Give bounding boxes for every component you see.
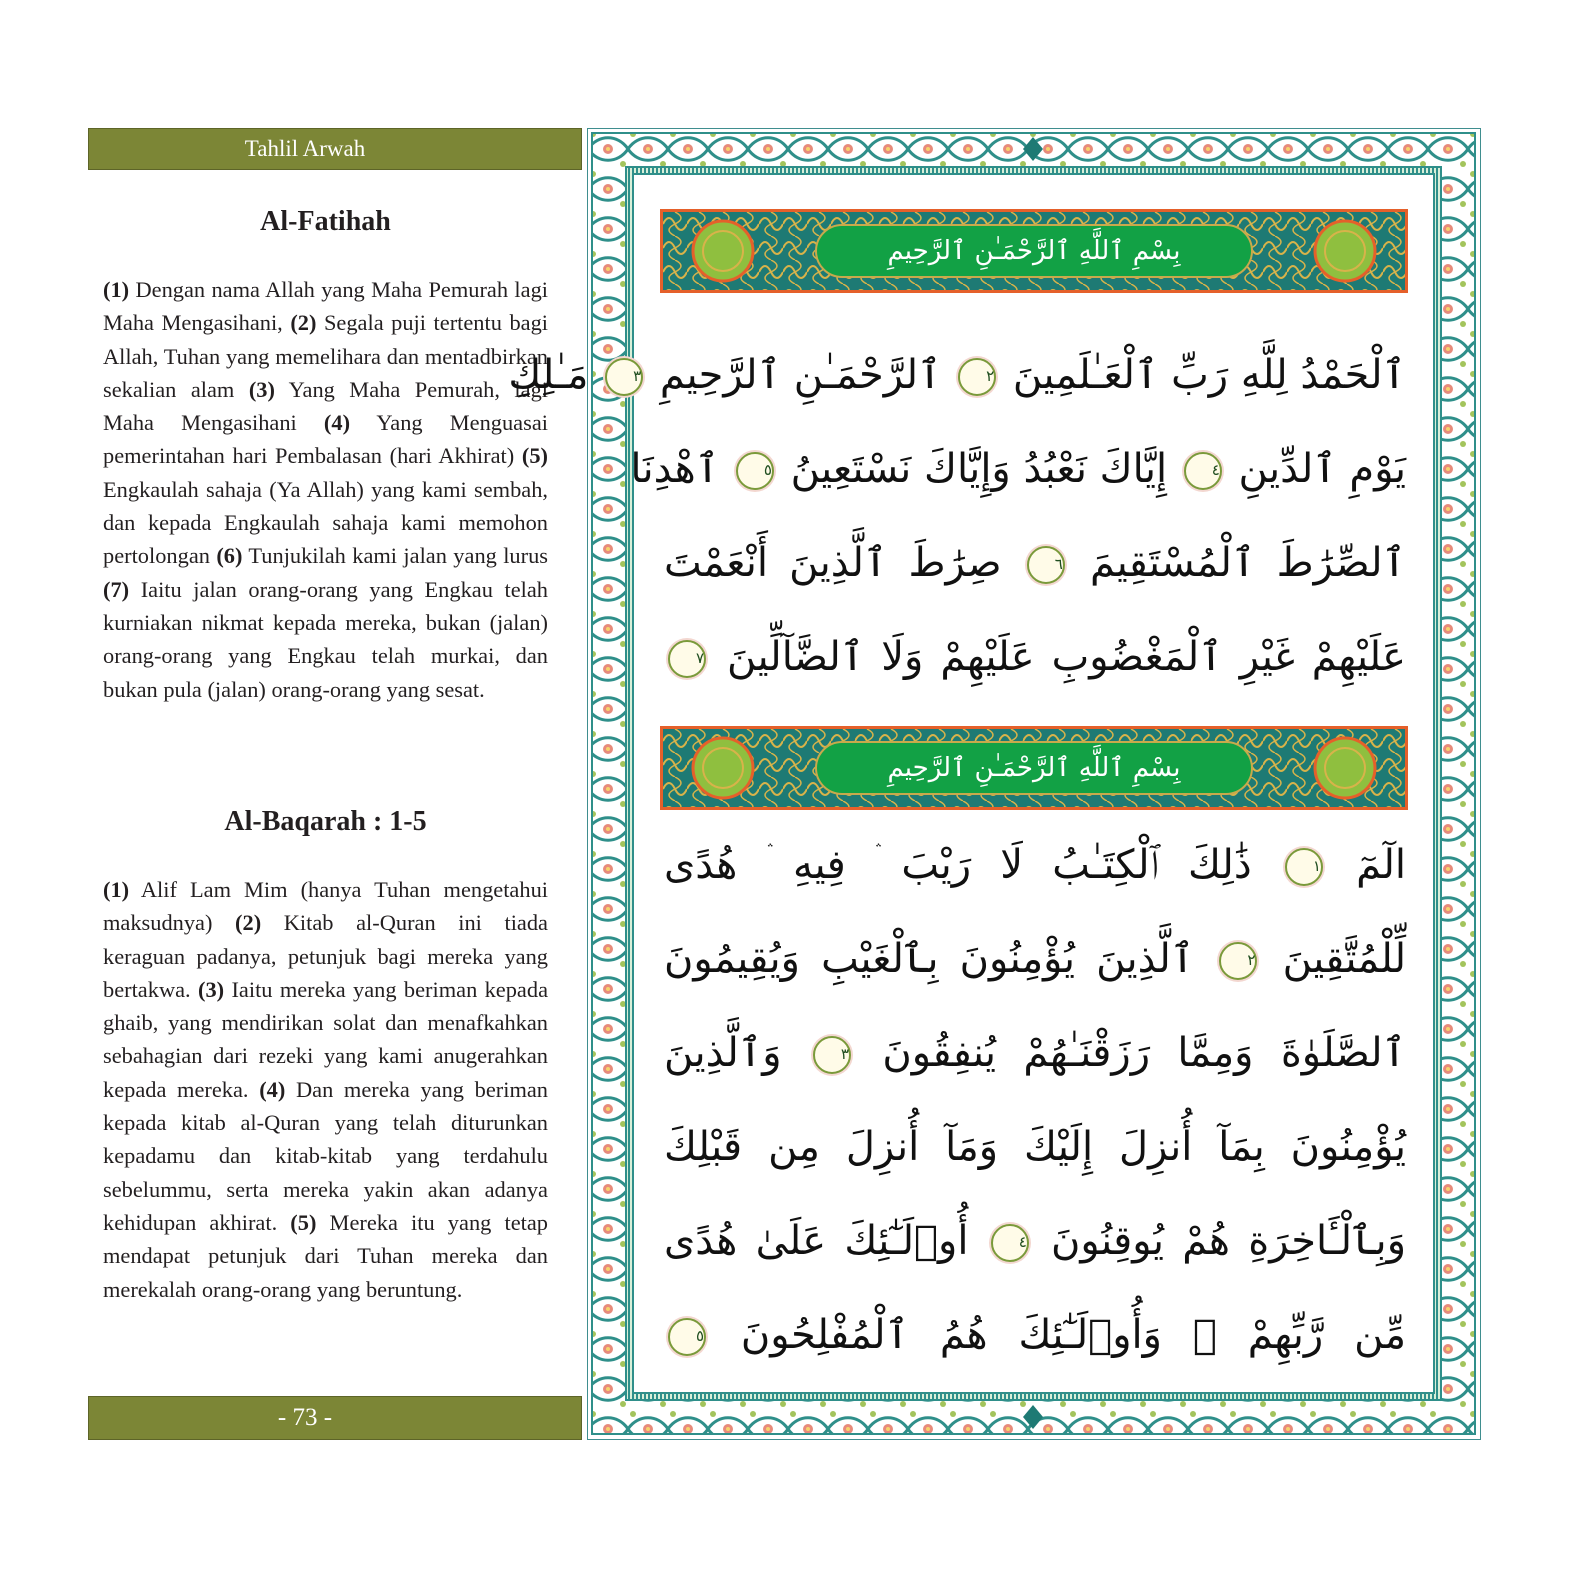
arabic-text: ٱلَّذِينَ يُؤْمِنُونَ بِٱلْغَيْبِ وَيُقِيمُونَ <box>664 936 1195 982</box>
ayah-number-icon: ٢ <box>1219 942 1257 980</box>
ayah-number-icon: ٣ <box>605 358 643 396</box>
verse-number: (7) <box>103 576 130 602</box>
arabic-text: وَٱلَّذِينَ <box>664 1030 782 1076</box>
arabic-text: ٱلصَّلَوٰةَ وَمِمَّا رَزَقْنَـٰهُمْ يُنفِقُونَ <box>882 1030 1407 1076</box>
arabic-text: ٱلْحَمْدُ لِلَّهِ رَبِّ ٱلْعَـٰلَمِينَ <box>1012 352 1406 398</box>
verse-number: (3) <box>248 376 275 402</box>
arabic-text: عَلَيْهِمْ غَيْرِ ٱلْمَغْضُوبِ عَلَيْهِمْ وَلَا ٱلضَّآلِّينَ <box>727 634 1406 680</box>
surah-banner-fatihah <box>660 209 1408 293</box>
arabic-text: صِرَٰطَ ٱلَّذِينَ أَنْعَمْتَ <box>664 540 1002 586</box>
verse-translation: Yang Maha Pemurah, lagi Maha Mengasihani <box>103 376 548 436</box>
arabic-line <box>664 1017 1406 1089</box>
verse-number: (6) <box>216 543 243 569</box>
arabic-text: يُؤْمِنُونَ بِمَآ أُنزِلَ إِلَيْكَ وَمَآ أُنزِلَ مِن قَبْلِكَ <box>664 1124 1406 1170</box>
ayah-number-icon: ٥ <box>736 452 774 490</box>
arabic-line <box>664 1299 1406 1371</box>
verse-number: (2) <box>290 310 317 336</box>
verse-number: (1) <box>103 877 130 902</box>
arabic-text: ذَٰلِكَ ٱلْكِتَـٰبُ لَا رَيْبَ ۛ فِيهِ ۛ هُدًى <box>664 842 1252 888</box>
quran-page <box>508 128 1481 1440</box>
baqarah-title: Al-Baqarah : 1-5 <box>224 806 427 837</box>
ayah-number-icon: ٦ <box>1027 546 1065 584</box>
verse-translation: Alif Lam Mim (hanya Tuhan mengetahui maksudnya) <box>103 877 548 936</box>
basmalah: بِسْمِ ٱللَّهِ ٱلرَّحْمَـٰنِ ٱلرَّحِيمِ <box>815 224 1253 278</box>
arabic-text: لِّلْمُتَّقِينَ <box>1282 936 1407 982</box>
arabic-text: ٱلصِّرَٰطَ ٱلْمُسْتَقِيمَ <box>1089 540 1406 586</box>
book-title-header: Tahlil Arwah <box>88 128 582 170</box>
ayah-number-icon: ٧ <box>668 640 706 678</box>
arabic-text: وَبِٱلْـَٔاخِرَةِ هُمْ يُوقِنُونَ <box>1051 1218 1407 1264</box>
surah-banner-baqarah <box>660 726 1408 810</box>
arabic-line <box>664 621 1406 693</box>
verse-translation: Dan mereka yang beriman kepada kitab al-Quran yang telah diturunkan kepadamu dan kitab-kitab yang terdahulu sebelummu, serta mereka yakin akan adanya kehidupan akhirat. <box>103 1076 549 1235</box>
verse-translation: Segala puji tertentu bagi Allah, Tuhan yang memelihara dan mentadbirkan sekalian alam <box>103 310 549 402</box>
arabic-line <box>664 1205 1406 1277</box>
verse-number: (2) <box>235 910 262 936</box>
page-number: - 73 - <box>88 1396 582 1440</box>
verse-number: (4) <box>323 410 351 436</box>
arabic-text: الٓمٓ <box>1356 842 1407 888</box>
arabic-line <box>664 1111 1406 1183</box>
ayah-number-icon: ٣ <box>813 1036 851 1074</box>
ayah-number-icon: ٤ <box>1184 452 1222 490</box>
verse-number: (4) <box>259 1076 286 1102</box>
arabic-text: أُو۟لَـٰٓئِكَ عَلَىٰ هُدًى <box>664 1218 969 1264</box>
verse-translation: Engkaulah sahaja (Ya Allah) yang kami sembah, dan kepada Engkaulah sahaja kami memohon pertolongan <box>103 476 548 569</box>
arabic-line <box>508 339 1406 411</box>
arabic-line <box>664 527 1406 599</box>
arabic-text: مِّن رَّبِّهِمْ ۖ وَأُو۟لَـٰٓئِكَ هُمُ ٱلْمُفْلِحُونَ <box>740 1312 1407 1358</box>
arabic-text: مَـٰلِكِ <box>508 352 589 398</box>
arabic-line <box>664 923 1406 995</box>
translation-column <box>88 128 582 1440</box>
verse-number: (1) <box>103 277 130 302</box>
verse-translation: Iaitu mereka yang beriman kepada ghaib, yang mendirikan solat dan menafkahkan sebahagian dari rezeki yang kami anugerahkan kepada mereka. <box>103 976 549 1102</box>
fatihah-translation <box>103 273 548 706</box>
verse-number: (3) <box>198 976 225 1002</box>
ayah-number-icon: ٤ <box>991 1224 1029 1262</box>
verse-translation: Mereka itu yang tetap mendapat petunjuk dari Tuhan mereka dan merekalah orang-orang yang beruntung. <box>103 1209 548 1302</box>
basmalah: بِسْمِ ٱللَّهِ ٱلرَّحْمَـٰنِ ٱلرَّحِيمِ <box>815 741 1253 795</box>
arabic-line <box>664 829 1406 901</box>
baqarah-translation <box>103 873 548 1306</box>
verse-translation: Yang Menguasai pemerintahan hari Pembalasan (hari Akhirat) <box>103 410 548 469</box>
verse-translation: Tunjukilah kami jalan yang lurus <box>242 543 548 569</box>
arabic-text: ٱلرَّحْمَـٰنِ ٱلرَّحِيمِ <box>659 352 942 398</box>
verse-number: (5) <box>521 443 548 469</box>
arabic-text: ٱهْدِنَا <box>630 446 720 492</box>
ayah-number-icon: ٥ <box>668 1318 706 1356</box>
ayah-number-icon: ٢ <box>958 358 996 396</box>
verse-translation: Iaitu jalan orang-orang yang Engkau telah kurniakan nikmat kepada mereka, bukan (jalan) orang-orang yang Engkau telah murkai, dan bukan pula (jalan) orang-orang yang sesat. <box>103 576 548 702</box>
fatihah-title: Al-Fatihah <box>260 206 391 237</box>
arabic-text: إِيَّاكَ نَعْبُدُ وَإِيَّاكَ نَسْتَعِينُ <box>790 446 1168 492</box>
verse-translation: Kitab al-Quran ini tiada keraguan padanya, petunjuk bagi mereka yang bertakwa. <box>103 910 548 1002</box>
arabic-text: يَوْمِ ٱلدِّينِ <box>1238 446 1406 492</box>
arabic-line <box>630 433 1406 505</box>
verse-number: (5) <box>290 1209 317 1235</box>
verse-translation: Dengan nama Allah yang Maha Pemurah lagi Maha Mengasihani, <box>103 277 548 336</box>
ayah-number-icon: ١ <box>1285 848 1323 886</box>
